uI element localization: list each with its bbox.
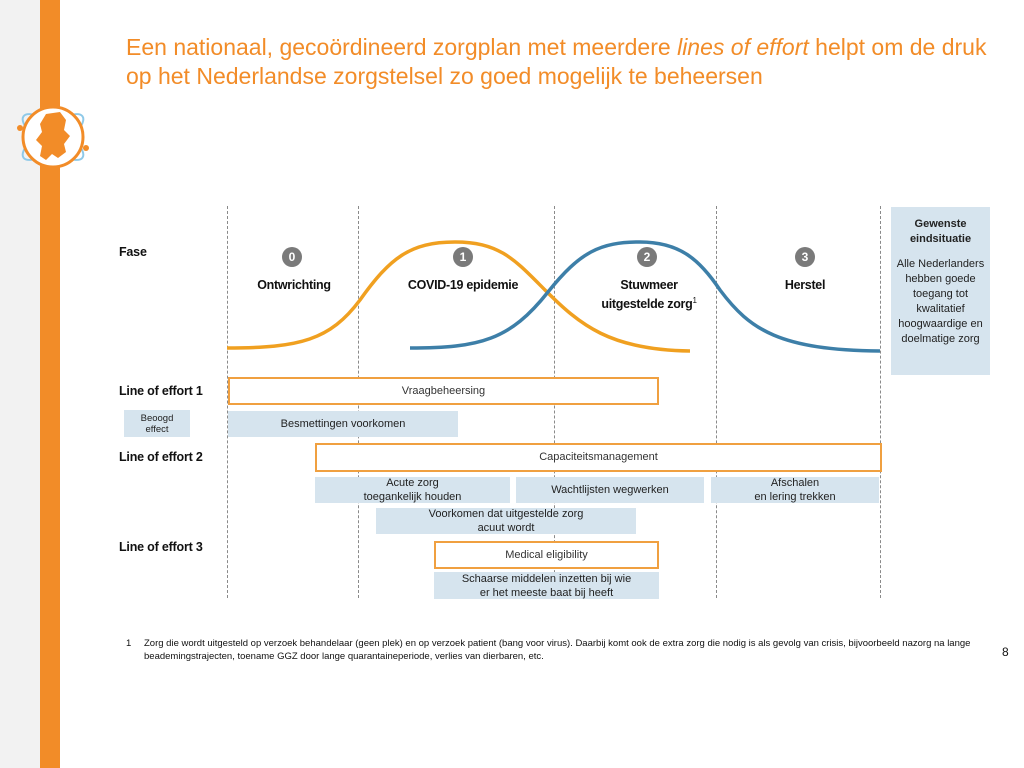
page-number: 8 bbox=[1002, 645, 1009, 659]
line-of-effort-2-label: Line of effort 2 bbox=[119, 450, 203, 464]
line-of-effort-3-label: Line of effort 3 bbox=[119, 540, 203, 554]
voorkomen-acuut-box: Voorkomen dat uitgestelde zorg acuut wordt bbox=[376, 508, 636, 534]
wachtlijsten-box: Wachtlijsten wegwerken bbox=[516, 477, 704, 503]
phase-3-name: Herstel bbox=[784, 278, 826, 292]
desired-text: Alle Nederlanders hebben goede toegang tot kwalitatief hoogwaardige en doelmatige zorg bbox=[896, 258, 985, 345]
footnote-text: Zorg die wordt uitgesteld op verzoek behandelaar (geen plek) en op verzoek patient (bang voor virus). Daarbij komt ook de extra zorg die nodig is als gevolg van crisis, bijvoorbeeld nazorg na lange beademingstrajecten, toename GGZ door lange quarantaineperiode, verlies van dierbaren, etc. bbox=[144, 638, 971, 662]
capaciteitsmanagement-box: Capaciteitsmanagement bbox=[315, 443, 882, 472]
acute-zorg-box: Acute zorg toegankelijk houden bbox=[315, 477, 510, 503]
footnote-number: 1 bbox=[126, 638, 132, 649]
afschalen-box: Afschalen en lering trekken bbox=[711, 477, 879, 503]
besmettingen-voorkomen-box: Besmettingen voorkomen bbox=[228, 411, 458, 437]
phase-3-number: 3 bbox=[795, 247, 815, 267]
phase-2-name: Stuwmeer uitgestelde zorg$^1$ bbox=[601, 278, 697, 312]
fase-label: Fase bbox=[119, 245, 147, 259]
phase-0-number: 0 bbox=[282, 247, 302, 267]
desired-heading: Gewenste eindsituatie bbox=[909, 218, 972, 245]
beoogd-effect-label: Beoogd effect bbox=[124, 410, 190, 437]
phase-2-number: 2 bbox=[637, 247, 657, 267]
slide-title: Een nationaal, gecoördineerd zorgplan met meerdere lines of effort helpt om de druk op het Nederlandse zorgstelsel zo goed mogelijk te beheersen bbox=[126, 34, 987, 89]
vraagbeheersing-box: Vraagbeheersing bbox=[228, 377, 659, 405]
line-of-effort-1-label: Line of effort 1 bbox=[119, 384, 203, 398]
desired-end-state-box bbox=[891, 207, 990, 375]
phase-0-name: Ontwrichting bbox=[257, 278, 331, 292]
phase-1-name: COVID-19 epidemie bbox=[407, 278, 519, 292]
phase-1-number: 1 bbox=[453, 247, 473, 267]
schaarse-middelen-box: Schaarse middelen inzetten bij wie er het meeste baat bij heeft bbox=[434, 572, 659, 599]
medical-eligibility-box: Medical eligibility bbox=[434, 541, 659, 569]
